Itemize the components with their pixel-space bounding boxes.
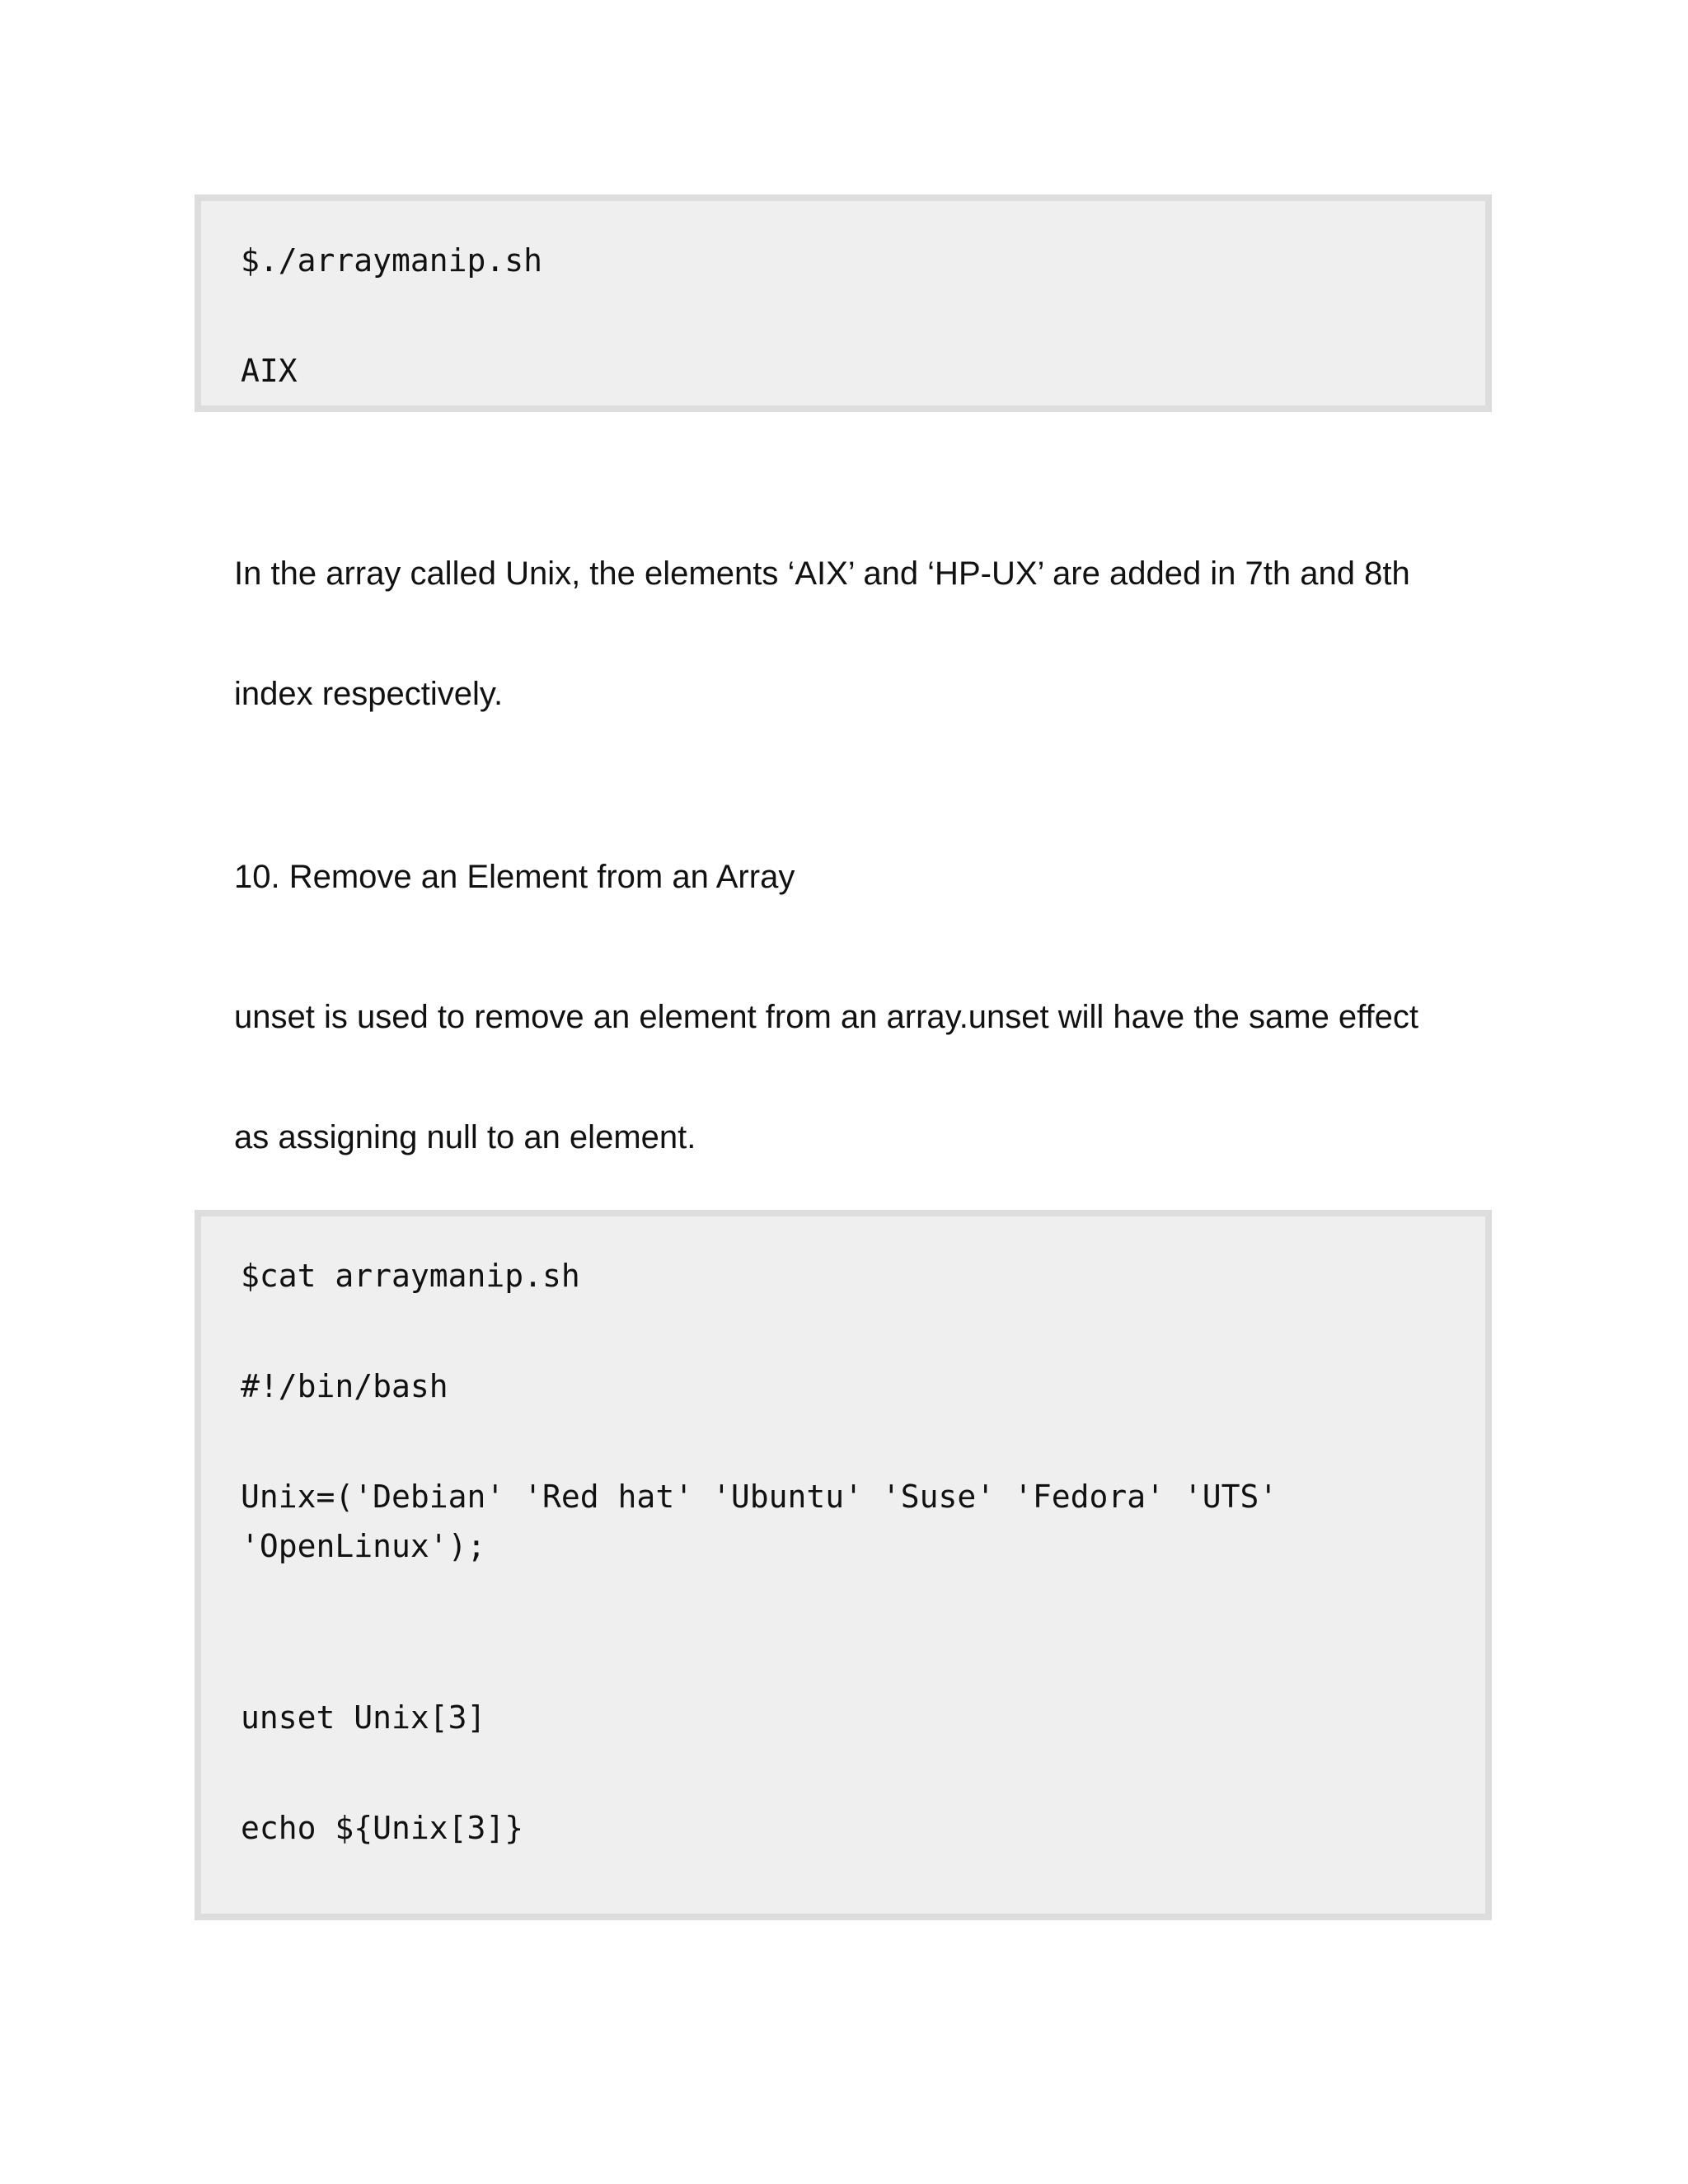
code-block-output [195,194,1492,412]
code-line: Unix=('Debian' 'Red hat' 'Ubuntu' 'Suse' 'Fedora' 'UTS' 'OpenLinux'); [241,1479,1297,1564]
code-line: AIX [241,353,298,389]
paragraph-line: as assigning null to an element. [234,1119,696,1155]
code-line: $./arraymanip.sh [241,242,543,279]
paragraph-line: index respectively. [234,676,504,712]
code-line: echo ${Unix[3]} [241,1810,524,1846]
code-block-script [195,1210,1492,1920]
code-line: #!/bin/bash [241,1368,448,1404]
code-line: unset Unix[3] [241,1699,486,1736]
section-heading: 10. Remove an Element from an Array [234,859,795,895]
code-line: $cat arraymanip.sh [241,1258,580,1294]
paragraph-line: unset is used to remove an element from an array.unset will have the same effect [234,999,1419,1035]
paragraph-line: In the array called Unix, the elements ‘AIX’ and ‘HP-UX’ are added in 7th and 8th [234,555,1410,592]
